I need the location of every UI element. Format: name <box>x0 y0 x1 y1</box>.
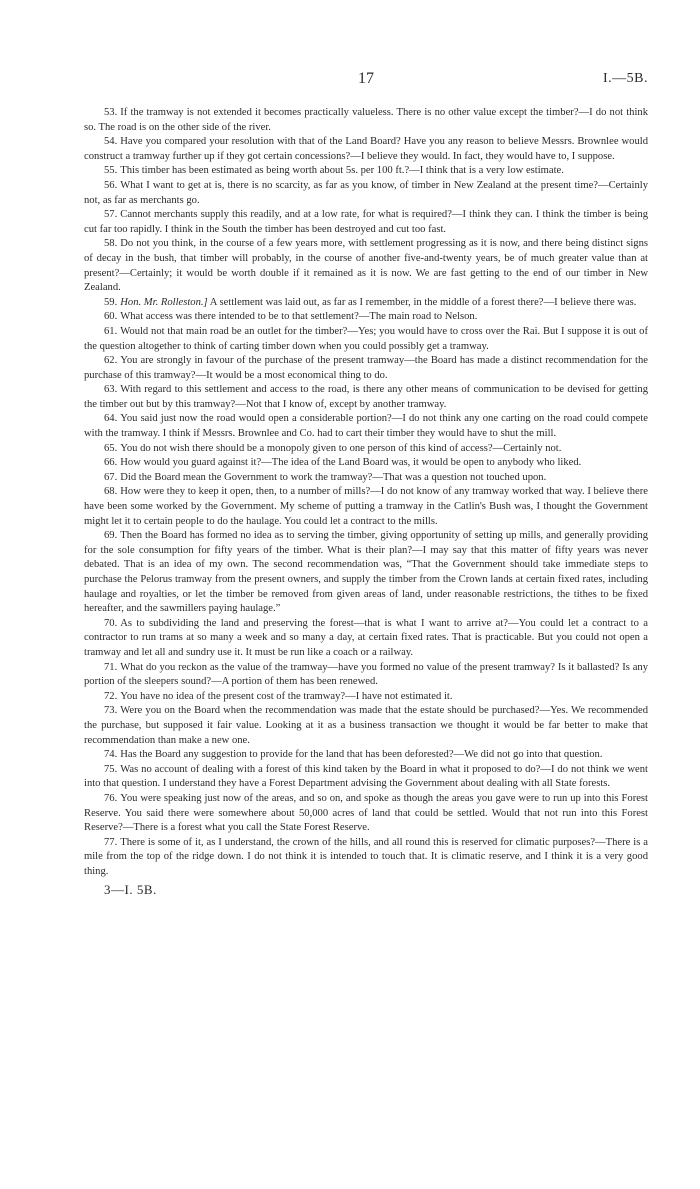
question-answer-paragraph <box>84 208 648 237</box>
question-number: 69. <box>104 530 118 542</box>
question-number: 58. <box>104 238 118 250</box>
paragraph-text: You were speaking just now of the areas, and so on, and spoke as though the areas you gave were to run up into this Forest Reserve. You said there were somewhere about 50,000 acres of land that could be settled. Would that not run into this Forest Reserve?—There is a forest what you call the State Forest Reserve. <box>84 792 648 834</box>
paragraph-text: How would you guard against it?—The idea of the Land Board was, it would be open to anybody who liked. <box>120 457 582 469</box>
paragraph-text: Cannot merchants supply this readily, and at a low rate, for what is required?—I think they can. I think the timber is being cut far too rapidly. I think in the South the timber has been destroyed and cut too fast. <box>84 209 648 235</box>
paragraph-text: What access was there intended to be to that settlement?—The main road to Nelson. <box>120 311 478 323</box>
paragraph-text: You do not wish there should be a monopoly given to one person of this kind of access?—Certainly not. <box>120 442 562 454</box>
paragraph-text: There is some of it, as I understand, the crown of the hills, and all round this is reserved for climatic purposes?—There is a mile from the top of the ridge down. I do not think it is intended to touch that. It is climatic reserve, and I think it is a very good thing. <box>84 836 648 877</box>
question-number: 57. <box>104 209 118 221</box>
question-answer-paragraph <box>84 296 648 311</box>
question-answer-paragraph <box>84 661 648 690</box>
speaker-label: Hon. Mr. Rolleston.] <box>120 296 208 308</box>
paragraph-text: A settlement was laid out, as far as I remember, in the middle of a forest there?—I believe there was. <box>209 296 637 308</box>
paragraph-text: Have you compared your resolution with that of the Land Board? Have you any reason to believe Messrs. Brownlee would construct a tramway further up if they got certain concessions?—I believe they would. In fact, they would have to, I suppose. <box>84 136 648 162</box>
question-answer-paragraph <box>84 836 648 880</box>
question-answer-paragraph <box>84 792 648 836</box>
question-number: 54. <box>104 136 118 148</box>
question-number: 67. <box>104 471 118 483</box>
question-number: 77. <box>104 836 118 848</box>
question-number: 60. <box>104 311 118 323</box>
question-number: 75. <box>104 763 118 775</box>
question-answer-paragraph <box>84 164 648 179</box>
paragraph-text: Would not that main road be an outlet for the timber?—Yes; you would have to cross over the Rai. But I suppose it is out of the question altogether to think of carting timber down when you could possibly get a tramway. <box>84 325 648 352</box>
question-answer-paragraph <box>84 690 648 705</box>
question-number: 53. <box>104 107 118 118</box>
question-answer-paragraph <box>84 763 648 792</box>
paragraph-text: What do you reckon as the value of the tramway—have you formed no value of the present tramway? Is it ballasted? Is any portion of the sleepers sound?—A portion of them has been renewed. <box>84 661 648 688</box>
question-number: 62. <box>104 355 118 367</box>
question-answer-paragraph <box>84 310 648 325</box>
paragraph-text: You are strongly in favour of the purchase of the present tramway—the Board has made a distinct recommendation for the purchase of this tramway?—It would be a most economical thing to do. <box>84 355 648 381</box>
printer-signature: 3—I. 5B. <box>104 882 157 898</box>
question-answer-paragraph <box>84 354 648 383</box>
page-number: 17 <box>358 70 374 87</box>
question-answer-paragraph <box>84 383 648 412</box>
question-answer-paragraph <box>84 325 648 354</box>
question-number: 70. <box>104 617 118 629</box>
question-answer-paragraph <box>84 748 648 763</box>
question-number: 64. <box>104 413 118 425</box>
paragraph-text: You have no idea of the present cost of the tramway?—I have not estimated it. <box>120 690 453 702</box>
question-answer-paragraph <box>84 412 648 441</box>
question-answer-paragraph <box>84 135 648 164</box>
question-number: 76. <box>104 792 118 804</box>
question-answer-paragraph <box>84 237 648 295</box>
paragraph-text: You said just now the road would open a considerable portion?—I do not think any one carting on the road could compete with the tramway. I think if Messrs. Brownlee and Co. had to cart their timber they would have to shut the mill. <box>84 413 648 440</box>
paragraph-text: Were you on the Board when the recommendation was made that the estate should be purchased?—Yes. We recommended the purchase, but supposed it fair value. Looking at it as a business transaction we thought it would be far better to make that recommendation than make a new one. <box>84 705 648 746</box>
question-number: 71. <box>104 661 118 673</box>
paragraph-text: How were they to keep it open, then, to a number of mills?—I do not know of any tramway worked that way. I believe there have been some worked by the Government. My scheme of putting a tramway in the Catlin's Bush was, I thought the Government might let it to certain people to do the haulage. You could let a contract to the mills. <box>84 486 648 527</box>
paragraph-text: Then the Board has formed no idea as to serving the timber, giving opportunity of setting up mills, and generally providing for the sole consumption for fifty years of the timber. What is their plan?—I may say that this matter of fifty years was never debated. That is an idea of my own. The second recommendation was, “That the Government should take immediate steps to purchase the Pelorus tramway from the present owners, and supply the timber from the Crown lands at certain fixed rates, including haulage and royalties, or let the timber be removed from given areas of land, under reasonable restrictions, the tithes to be fixed hereafter, and the sawmillers paying haulage.” <box>84 530 648 615</box>
question-number: 72. <box>104 690 118 702</box>
question-number: 55. <box>104 165 118 177</box>
page-header <box>84 70 648 106</box>
question-number: 63. <box>104 384 118 396</box>
paragraph-text: This timber has been estimated as being worth about 5s. per 100 ft.?—I think that is a very low estimate. <box>120 165 564 177</box>
paragraph-text: Was no account of dealing with a forest of this kind taken by the Board in what it proposed to do?—I do not think we went into that question. I understand they have a Forest Department advising the Government about dealing with all State forests. <box>84 763 648 790</box>
paragraph-text: What I want to get at is, there is no scarcity, as far as you know, of timber in New Zealand at the present time?—Certainly not, as far as merchants go. <box>84 179 648 206</box>
question-answer-paragraph <box>84 617 648 661</box>
question-number: 74. <box>104 749 118 761</box>
question-number: 59. <box>104 296 118 308</box>
paragraph-text: If the tramway is not extended it becomes practically valueless. There is no other value except the timber?—I do not think so. The road is on the other side of the river. <box>84 107 648 133</box>
paragraph-text: Has the Board any suggestion to provide for the land that has been deforested?—We did not go into that question. <box>120 749 603 761</box>
question-answer-paragraph <box>84 471 648 486</box>
question-number: 56. <box>104 179 118 191</box>
testimony-body <box>84 106 648 879</box>
question-number: 68. <box>104 486 118 498</box>
question-answer-paragraph <box>84 456 648 471</box>
question-answer-paragraph <box>84 704 648 748</box>
paragraph-text: Did the Board mean the Government to work the tramway?—That was a question not touched upon. <box>120 471 547 483</box>
question-answer-paragraph <box>84 485 648 529</box>
question-answer-paragraph <box>84 529 648 617</box>
question-number: 65. <box>104 442 118 454</box>
question-answer-paragraph <box>84 106 648 135</box>
document-reference: I.—5B. <box>603 71 648 86</box>
paragraph-text: As to subdividing the land and preserving the forest—that is what I want to arrive at?—You could let a contract to a contractor to run trams at so many a week and so many a day, at certain fixed rates. That is practicable. But you could not open a tramway and let all and sundry use it. It must be run like a coach or a railway. <box>84 617 648 658</box>
paragraph-text: With regard to this settlement and access to the road, is there any other means of communication to be devised for getting the timber out but by this tramway?—Not that I know of, except by another tramway. <box>84 384 648 410</box>
question-answer-paragraph <box>84 179 648 208</box>
question-number: 66. <box>104 457 118 469</box>
question-number: 73. <box>104 705 118 717</box>
question-answer-paragraph <box>84 442 648 457</box>
paragraph-text: Do not you think, in the course of a few years more, with settlement progressing as it is now, and there being distinct signs of decay in the bush, that timber will probably, in the course of another five-and-twenty years, be of much greater value than at present?—Certainly; it would be worth double if it remained as it is now. We are fast getting to the end of our timber in New Zealand. <box>84 238 648 294</box>
question-number: 61. <box>104 325 118 337</box>
